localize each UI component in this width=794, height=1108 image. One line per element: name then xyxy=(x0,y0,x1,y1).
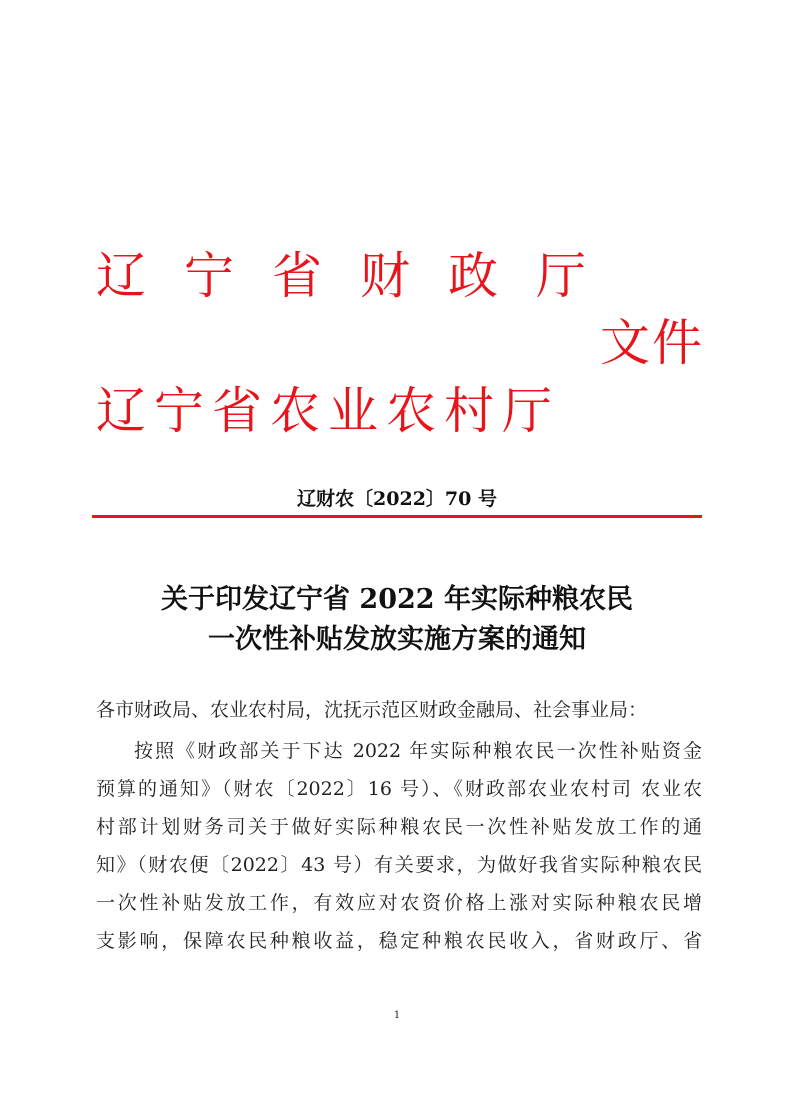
document-title-line-1: 关于印发辽宁省 2022 年实际种粮农民 xyxy=(161,584,633,615)
issuing-agency-agriculture: 辽宁省农业农村厅 xyxy=(96,382,560,440)
document-title-line-2: 一次性补贴发放实施方案的通知 xyxy=(208,624,586,655)
document-type-label: 文件 xyxy=(600,314,704,372)
page-number: 1 xyxy=(393,1010,401,1021)
salutation: 各市财政局、农业农村局，沈抚示范区财政金融局、社会事业局： xyxy=(96,699,648,721)
body-line: 按照《财政部关于下达 2022 年实际种粮农民一次性补贴资金 xyxy=(134,740,702,762)
body-line: 知》（财农便〔2022〕43 号）有关要求，为做好我省实际种粮农民 xyxy=(96,854,702,876)
body-line: 一次性补贴发放工作，有效应对农资价格上涨对实际种粮农民增 xyxy=(96,892,702,914)
issuing-agency-finance: 辽宁省财政厅 xyxy=(96,247,624,305)
body-paragraph xyxy=(96,732,702,960)
document-number: 辽财农〔2022〕70 号 xyxy=(297,488,497,510)
body-line: 预算的通知》（财农〔2022〕16 号）、《财政部农业农村司 农业农 xyxy=(96,778,702,800)
red-divider-rule xyxy=(92,515,702,518)
body-line: 支影响，保障农民种粮收益，稳定种粮农民收入，省财政厅、省 xyxy=(96,930,702,952)
body-line: 村部计划财务司关于做好实际种粮农民一次性补贴发放工作的通 xyxy=(96,816,702,838)
